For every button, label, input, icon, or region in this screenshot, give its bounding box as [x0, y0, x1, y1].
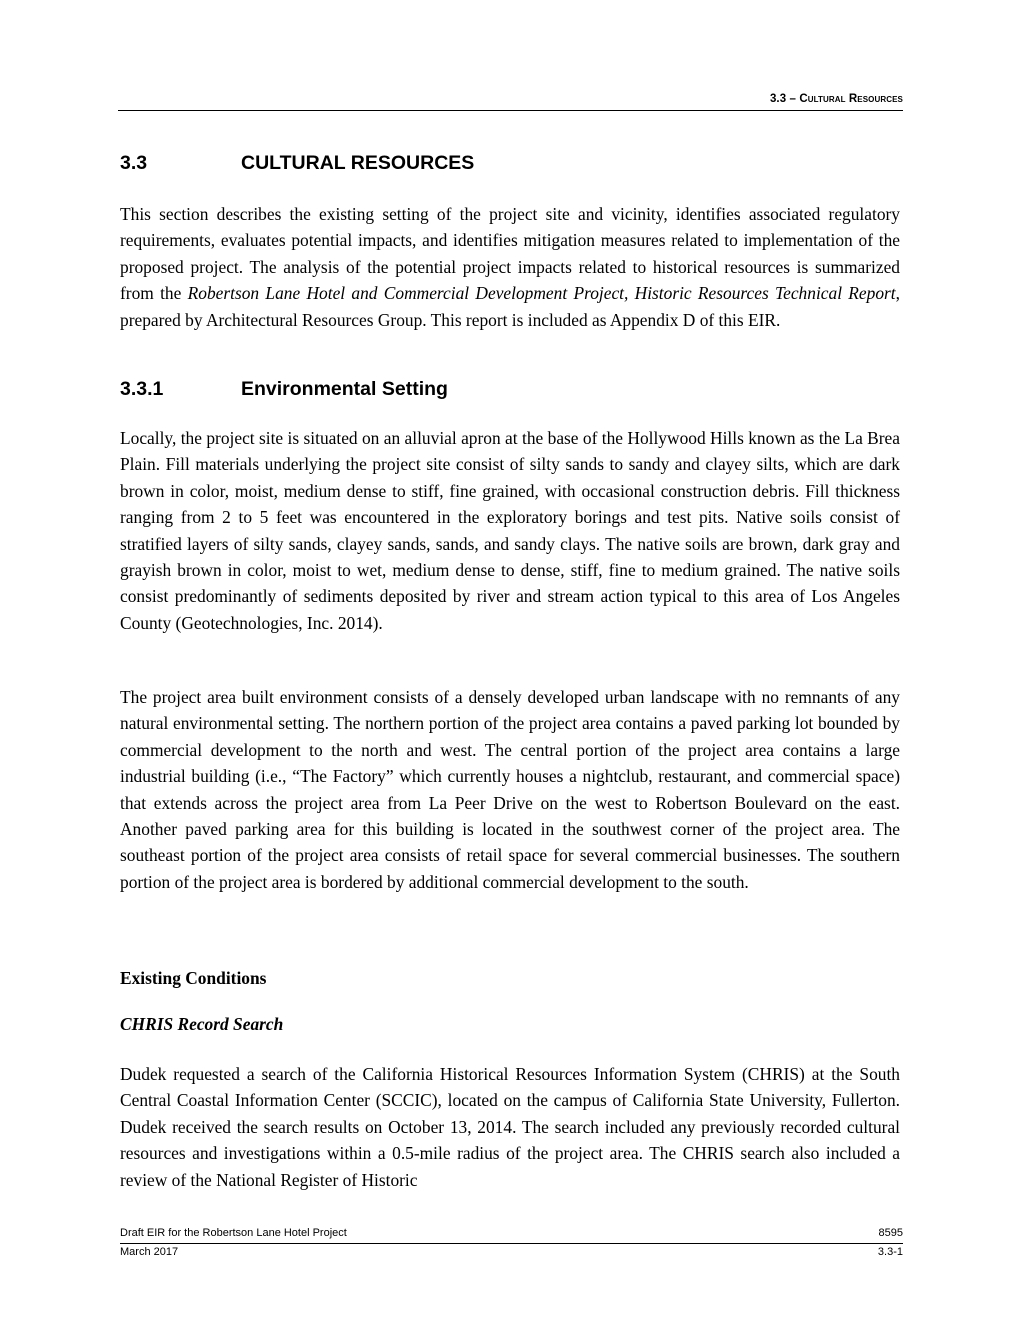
running-header: [118, 93, 903, 105]
footer-date: March 2017: [120, 1246, 179, 1258]
intro-paragraph: [120, 201, 900, 333]
footer-row-1: [120, 1227, 903, 1239]
footer-project-number: 8595: [878, 1227, 903, 1239]
intro-text-before: This section describes the existing setting of the project site and vicinity, identifies associated regulatory requirements, evaluates potential impacts, and identifies mitigation measures related to implementation of the proposed project. The analysis of the potential project impacts related to historical resources is summarized from the: [120, 204, 900, 304]
existing-conditions-heading: Existing Conditions: [120, 968, 267, 988]
footer-rule: [120, 1243, 903, 1244]
footer-page-number: 3.3-1: [877, 1246, 903, 1258]
chris-paragraph: Dudek requested a search of the California Historical Resources Information System (CHRIS) at the South Central Coastal Information Center (SCCIC), located on the campus of California State University, Fullerton. Dudek received the search results on October 13, 2014. The search included any previously recorded cultural resources and investigations within a 0.5-mile radius of the project area. The CHRIS search also included a review of the National Register of Historic: [120, 1064, 900, 1190]
header-rule: [118, 110, 903, 111]
report-title: Robertson Lane Hotel and Commercial Development Project, Historic Resources Technical Report: [187, 283, 896, 304]
subsection-title: Environmental Setting: [241, 378, 448, 400]
intro-text-after: , prepared by Architectural Resources Group. This report is included as Appendix D of this EIR.: [120, 283, 901, 330]
running-header-title: Cultural Resources: [799, 93, 903, 105]
footer-row-2: [120, 1246, 903, 1258]
footer-document-title: Draft EIR for the Robertson Lane Hotel Project: [120, 1227, 347, 1239]
section-number: 3.3: [120, 152, 148, 174]
geology-paragraph: Locally, the project site is situated on an alluvial apron at the base of the Hollywood Hills known as the La Brea Plain. Fill materials underlying the project site consist of silty sands to sandy and clayey silts, which are dark brown in color, moist, medium dense to stiff, fine grained, with occasional construction debris. Fill thickness ranging from 2 to 5 feet was encountered in the exploratory borings and test pits. Native soils consist of stratified layers of silty sands, clayey sands, sands, and sandy clays. The native soils are brown, dark gray and grayish brown in color, moist to wet, medium dense to dense, stiff, fine to medium grained. The native soils consist predominantly of sediments deposited by river and stream action typical to this area of Los Angeles County (Geotechnologies, Inc. 2014).: [120, 428, 900, 633]
section-heading: [120, 152, 474, 175]
chris-record-search-heading: CHRIS Record Search: [120, 1014, 284, 1034]
built-environment-paragraph: The project area built environment consists of a densely developed urban landscape with no remnants of any natural environmental setting. The northern portion of the project area contains a paved parking lot bounded by commercial development to the north and west. The central portion of the project area contains a large industrial building (i.e., “The Factory” which currently houses a nightclub, restaurant, and commercial space) that extends across the project area from La Peer Drive on the west to Robertson Boulevard on the east. Another paved parking area for this building is located in the southwest corner of the project area. The southeast portion of the project area consists of retail space for several commercial businesses. The southern portion of the project area is bordered by additional commercial development to the south.: [120, 687, 900, 892]
subsection-heading: [120, 378, 448, 401]
subsection-number: 3.3.1: [120, 378, 164, 400]
section-title: CULTURAL RESOURCES: [241, 152, 475, 174]
running-header-number: 3.3 –: [769, 93, 800, 105]
